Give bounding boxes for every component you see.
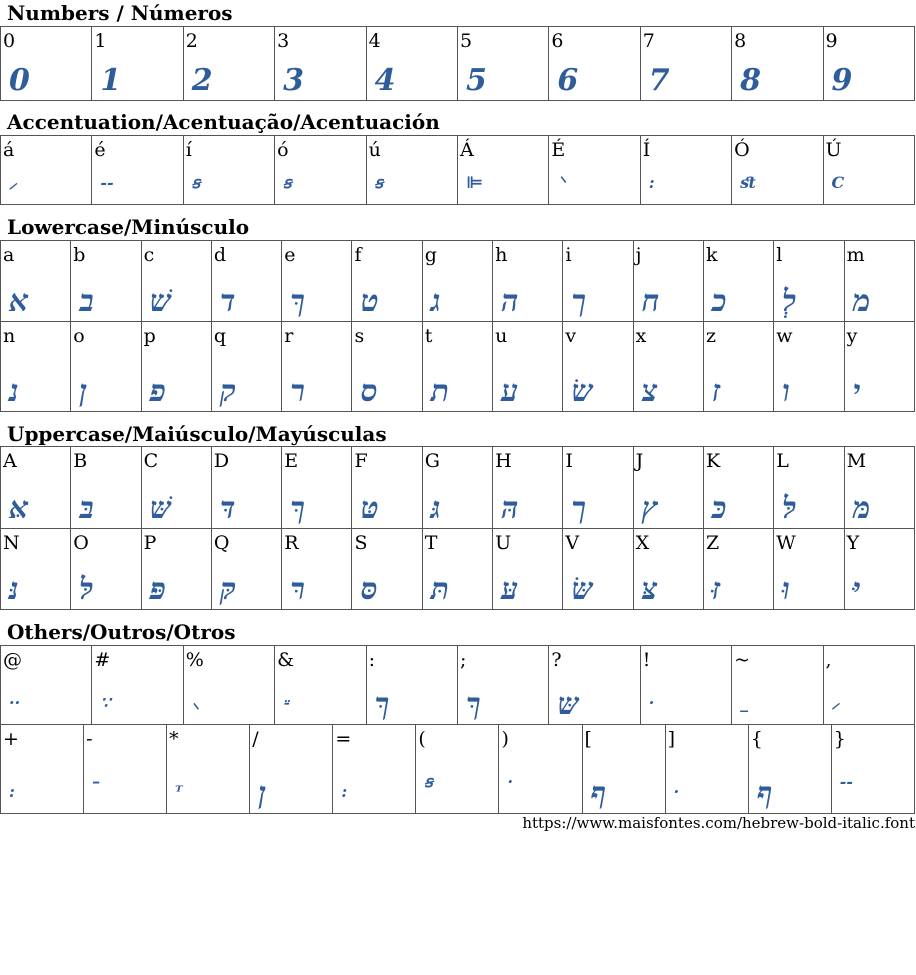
char-label: 5 bbox=[459, 30, 473, 52]
char-cell bbox=[71, 322, 141, 412]
char-cell bbox=[141, 322, 211, 412]
char-cell bbox=[1, 447, 71, 529]
char-cell bbox=[823, 27, 914, 101]
char-glyph: ן bbox=[79, 374, 87, 409]
char-label: b bbox=[73, 244, 86, 266]
char-cell bbox=[774, 322, 844, 412]
char-label: n bbox=[3, 325, 16, 347]
char-cell bbox=[774, 241, 844, 322]
char-glyph: כּ bbox=[711, 491, 727, 526]
char-label: 8 bbox=[734, 30, 747, 52]
char-cell bbox=[633, 529, 703, 610]
char-label: K bbox=[705, 450, 721, 472]
char-glyph: ג bbox=[430, 284, 441, 319]
char-cell bbox=[333, 725, 416, 814]
char-cell bbox=[141, 529, 211, 610]
char-label: Í bbox=[642, 139, 651, 161]
char-cell bbox=[457, 646, 548, 725]
char-glyph: מ bbox=[852, 284, 871, 319]
char-glyph: ט bbox=[360, 284, 379, 319]
char-glyph: תּ bbox=[430, 572, 450, 607]
char-cell bbox=[275, 646, 366, 725]
char-glyph: גּ bbox=[430, 491, 441, 526]
char-label: * bbox=[169, 728, 179, 750]
char-label: N bbox=[3, 532, 20, 554]
char-cell bbox=[366, 27, 457, 101]
char-cell bbox=[71, 529, 141, 610]
char-label: i bbox=[565, 244, 572, 266]
char-cell bbox=[422, 241, 492, 322]
char-glyph: · bbox=[648, 693, 655, 712]
char-label: 3 bbox=[277, 30, 290, 52]
char-label: q bbox=[213, 325, 227, 347]
char-glyph: : bbox=[341, 782, 348, 801]
char-cell bbox=[493, 529, 563, 610]
char-glyph: 6 bbox=[557, 63, 579, 98]
char-cell bbox=[352, 529, 422, 610]
char-glyph: : bbox=[9, 782, 15, 801]
char-cell bbox=[563, 447, 633, 529]
char-cell bbox=[167, 725, 250, 814]
char-label: O bbox=[73, 532, 89, 554]
char-glyph: · bbox=[507, 772, 514, 791]
char-cell bbox=[92, 646, 183, 725]
char-label: l bbox=[776, 244, 783, 266]
char-label: ú bbox=[368, 139, 381, 161]
char-glyph: _ bbox=[740, 693, 749, 712]
char-label: p bbox=[143, 325, 156, 347]
char-glyph: ה bbox=[501, 284, 519, 319]
char-label: Q bbox=[213, 532, 230, 554]
char-glyph: ךּ bbox=[290, 284, 305, 319]
char-glyph: כ bbox=[711, 284, 727, 319]
uppercase-grid bbox=[0, 446, 915, 610]
char-glyph: רּ bbox=[290, 572, 305, 607]
char-cell bbox=[352, 322, 422, 412]
char-cell bbox=[732, 27, 823, 101]
char-cell bbox=[844, 322, 914, 412]
char-cell bbox=[549, 27, 640, 101]
char-cell bbox=[831, 725, 914, 814]
char-glyph: ד bbox=[219, 284, 236, 319]
char-glyph: צ bbox=[641, 374, 658, 409]
char-cell bbox=[282, 529, 352, 610]
char-label: Y bbox=[846, 532, 860, 554]
char-glyph: 5 bbox=[465, 63, 487, 98]
char-label: M bbox=[846, 450, 867, 472]
char-cell bbox=[183, 27, 274, 101]
char-glyph: ס bbox=[360, 374, 378, 409]
char-glyph: סּ bbox=[360, 572, 378, 607]
char-cell bbox=[352, 447, 422, 529]
source-url-link[interactable]: https://www.maisfontes.com/hebrew-bold-italic.font bbox=[522, 814, 915, 832]
char-cell bbox=[366, 136, 457, 205]
char-cell bbox=[141, 241, 211, 322]
char-glyph: 7 bbox=[648, 63, 670, 98]
char-label: f bbox=[354, 244, 362, 266]
char-label: 7 bbox=[642, 30, 655, 52]
char-glyph: וּ bbox=[782, 572, 790, 607]
char-glyph: ךּ bbox=[374, 687, 390, 722]
char-glyph: ⸚ bbox=[283, 693, 289, 712]
char-glyph: בּ bbox=[79, 491, 94, 526]
char-glyph: ז bbox=[711, 374, 721, 409]
char-label: o bbox=[73, 325, 85, 347]
char-label: E bbox=[284, 450, 299, 472]
char-label: A bbox=[3, 450, 17, 472]
char-glyph: טּ bbox=[360, 491, 379, 526]
lowercase-grid bbox=[0, 240, 915, 412]
char-cell bbox=[703, 529, 773, 610]
char-glyph: 3 bbox=[283, 63, 305, 98]
char-label: & bbox=[277, 649, 295, 671]
char-cell bbox=[823, 136, 914, 205]
char-label: 9 bbox=[825, 30, 838, 52]
char-label: P bbox=[143, 532, 157, 554]
others-grid-row-2 bbox=[0, 724, 915, 814]
char-glyph: ﬆ bbox=[740, 173, 756, 192]
char-glyph: ⸝ bbox=[831, 693, 840, 712]
char-cell bbox=[1, 725, 84, 814]
char-cell bbox=[582, 725, 665, 814]
char-cell bbox=[732, 646, 823, 725]
char-cell bbox=[211, 447, 281, 529]
char-cell bbox=[563, 322, 633, 412]
section-title-lowercase: Lowercase/Minúsculo bbox=[7, 215, 250, 239]
char-label: É bbox=[551, 139, 566, 161]
char-glyph: ף bbox=[590, 776, 607, 811]
char-cell bbox=[665, 725, 748, 814]
char-cell bbox=[493, 447, 563, 529]
char-glyph: 1 bbox=[100, 63, 122, 98]
char-glyph: שׂ bbox=[571, 374, 593, 409]
char-glyph: י bbox=[852, 374, 861, 409]
char-label: T bbox=[424, 532, 438, 554]
section-title-numbers: Numbers / Números bbox=[7, 1, 233, 25]
char-cell bbox=[71, 241, 141, 322]
char-label: c bbox=[143, 244, 155, 266]
char-label: [ bbox=[584, 728, 592, 750]
char-cell bbox=[774, 447, 844, 529]
char-cell bbox=[844, 529, 914, 610]
char-label: s bbox=[354, 325, 365, 347]
char-label: L bbox=[776, 450, 789, 472]
char-label: d bbox=[213, 244, 227, 266]
char-glyph: ⸜ bbox=[191, 693, 200, 712]
char-glyph: ף bbox=[756, 776, 773, 811]
char-cell bbox=[633, 241, 703, 322]
char-label: ! bbox=[642, 649, 651, 671]
char-glyph: ץ bbox=[641, 491, 658, 526]
char-cell bbox=[457, 27, 548, 101]
char-glyph: לְ bbox=[782, 284, 797, 319]
char-label: 0 bbox=[3, 30, 16, 52]
char-cell bbox=[422, 322, 492, 412]
char-glyph: ר bbox=[290, 374, 305, 409]
char-glyph: עּ bbox=[501, 572, 519, 607]
char-cell bbox=[774, 529, 844, 610]
char-glyph: ꞩ bbox=[374, 173, 383, 192]
char-glyph: – bbox=[92, 772, 101, 791]
char-label: y bbox=[846, 325, 858, 347]
char-cell bbox=[1, 136, 92, 205]
char-label: h bbox=[495, 244, 508, 266]
char-glyph: 2 bbox=[191, 63, 213, 98]
char-cell bbox=[844, 447, 914, 529]
char-cell bbox=[366, 646, 457, 725]
char-cell bbox=[457, 136, 548, 205]
char-label: , bbox=[825, 649, 832, 671]
char-label: e bbox=[284, 244, 296, 266]
section-title-accentuation: Accentuation/Acentuação/Acentuación bbox=[7, 110, 440, 134]
char-glyph: קּ bbox=[219, 572, 236, 607]
char-glyph: נ bbox=[9, 374, 19, 409]
char-cell bbox=[1, 646, 92, 725]
char-label: U bbox=[495, 532, 512, 554]
char-cell bbox=[703, 241, 773, 322]
section-title-others: Others/Outros/Otros bbox=[7, 620, 236, 644]
char-label: R bbox=[284, 532, 299, 554]
char-label: J bbox=[635, 450, 644, 472]
char-label: I bbox=[565, 450, 573, 472]
char-glyph: ꞩ bbox=[424, 772, 433, 791]
char-cell bbox=[563, 529, 633, 610]
others-grid bbox=[0, 645, 915, 725]
char-cell bbox=[416, 725, 499, 814]
char-glyph: נּ bbox=[9, 572, 19, 607]
char-glyph: ע bbox=[501, 374, 519, 409]
char-label: v bbox=[565, 325, 577, 347]
char-label: } bbox=[833, 728, 846, 750]
char-label: 2 bbox=[185, 30, 198, 52]
char-label: Ú bbox=[825, 139, 842, 161]
char-cell bbox=[275, 27, 366, 101]
char-label: V bbox=[565, 532, 580, 554]
char-glyph: ⊫ bbox=[465, 173, 484, 192]
char-cell bbox=[1, 27, 92, 101]
char-label: X bbox=[635, 532, 650, 554]
char-cell bbox=[844, 241, 914, 322]
accentuation-grid bbox=[0, 135, 915, 205]
char-label: k bbox=[705, 244, 718, 266]
char-label: u bbox=[495, 325, 508, 347]
char-cell bbox=[282, 322, 352, 412]
char-label: 4 bbox=[368, 30, 381, 52]
char-cell bbox=[71, 447, 141, 529]
char-label: x bbox=[635, 325, 647, 347]
char-glyph: ךּ bbox=[290, 491, 305, 526]
char-cell bbox=[1, 322, 71, 412]
char-glyph: לּ bbox=[782, 491, 797, 526]
char-label: w bbox=[776, 325, 793, 347]
char-label: í bbox=[185, 139, 192, 161]
char-glyph: שׁ bbox=[149, 284, 171, 319]
char-label: á bbox=[3, 139, 15, 161]
char-glyph: יּ bbox=[852, 572, 861, 607]
char-glyph: ∵ bbox=[100, 693, 111, 712]
char-label: Z bbox=[705, 532, 720, 554]
char-label: z bbox=[705, 325, 716, 347]
char-glyph: שּׂ bbox=[571, 572, 593, 607]
char-label: C bbox=[143, 450, 159, 472]
char-cell bbox=[92, 136, 183, 205]
char-glyph: לּ bbox=[79, 572, 94, 607]
char-label: = bbox=[335, 728, 352, 750]
char-cell bbox=[183, 646, 274, 725]
char-glyph: 4 bbox=[374, 63, 396, 98]
char-cell bbox=[640, 646, 731, 725]
char-label: Ó bbox=[734, 139, 750, 161]
char-label: ] bbox=[667, 728, 676, 750]
char-cell bbox=[211, 529, 281, 610]
char-cell bbox=[1, 241, 71, 322]
char-cell bbox=[703, 447, 773, 529]
char-cell bbox=[183, 136, 274, 205]
char-glyph: Ⅽ bbox=[831, 173, 845, 192]
char-cell bbox=[1, 529, 71, 610]
char-cell bbox=[703, 322, 773, 412]
char-cell bbox=[640, 27, 731, 101]
char-glyph: פּ bbox=[149, 572, 166, 607]
char-label: Á bbox=[459, 139, 474, 161]
char-label: 1 bbox=[94, 30, 107, 52]
numbers-grid bbox=[0, 26, 915, 101]
char-glyph: ו bbox=[782, 374, 790, 409]
char-glyph: ᵀ bbox=[175, 782, 183, 801]
char-label: t bbox=[424, 325, 433, 347]
char-label: - bbox=[86, 728, 93, 750]
char-label: B bbox=[73, 450, 88, 472]
char-cell bbox=[748, 725, 831, 814]
char-label: é bbox=[94, 139, 106, 161]
char-glyph: 8 bbox=[740, 63, 761, 98]
char-label: ? bbox=[551, 649, 562, 671]
char-glyph: ךּ bbox=[465, 687, 481, 722]
char-label: g bbox=[424, 244, 437, 266]
char-label: ó bbox=[277, 139, 289, 161]
char-cell bbox=[211, 322, 281, 412]
char-label: ; bbox=[459, 649, 467, 671]
char-glyph: דּ bbox=[219, 491, 236, 526]
char-cell bbox=[493, 241, 563, 322]
char-cell bbox=[422, 529, 492, 610]
char-glyph: א bbox=[9, 284, 29, 319]
char-cell bbox=[633, 322, 703, 412]
char-glyph: ꞩ bbox=[191, 173, 201, 192]
char-glyph: : bbox=[648, 173, 655, 192]
char-glyph: 0 bbox=[9, 63, 30, 98]
char-cell bbox=[282, 241, 352, 322]
char-label: ~ bbox=[734, 649, 751, 671]
char-glyph: אּ bbox=[9, 491, 29, 526]
char-label: H bbox=[495, 450, 512, 472]
char-label: ( bbox=[418, 728, 426, 750]
char-cell bbox=[633, 447, 703, 529]
char-cell bbox=[211, 241, 281, 322]
char-cell bbox=[563, 241, 633, 322]
char-glyph: הּ bbox=[501, 491, 519, 526]
char-glyph: -- bbox=[839, 772, 854, 791]
char-cell bbox=[282, 447, 352, 529]
char-label: G bbox=[424, 450, 440, 472]
char-cell bbox=[549, 136, 640, 205]
char-glyph: ·· bbox=[9, 693, 21, 712]
char-label: % bbox=[185, 649, 204, 671]
char-cell bbox=[640, 136, 731, 205]
char-label: 6 bbox=[551, 30, 564, 52]
char-cell bbox=[732, 136, 823, 205]
section-title-uppercase: Uppercase/Maiúsculo/Mayúsculas bbox=[7, 422, 387, 446]
char-glyph: מּ bbox=[852, 491, 871, 526]
char-cell bbox=[823, 646, 914, 725]
char-glyph: ב bbox=[79, 284, 94, 319]
char-label: F bbox=[354, 450, 368, 472]
char-glyph: ⸝ bbox=[9, 173, 18, 192]
char-cell bbox=[250, 725, 333, 814]
char-glyph: צּ bbox=[641, 572, 658, 607]
char-glyph: פ bbox=[149, 374, 166, 409]
char-cell bbox=[275, 136, 366, 205]
char-glyph: שּ bbox=[557, 687, 579, 722]
char-glyph: -- bbox=[100, 173, 114, 192]
char-label: : bbox=[368, 649, 375, 671]
char-glyph: · bbox=[673, 782, 680, 801]
char-glyph: ך bbox=[571, 491, 587, 526]
char-label: D bbox=[213, 450, 230, 472]
char-glyph: ק bbox=[219, 374, 236, 409]
char-cell bbox=[84, 725, 167, 814]
char-cell bbox=[493, 322, 563, 412]
char-glyph: ן bbox=[258, 776, 266, 811]
char-label: S bbox=[354, 532, 368, 554]
char-cell bbox=[422, 447, 492, 529]
char-glyph: ך bbox=[571, 284, 587, 319]
char-glyph: ת bbox=[430, 374, 450, 409]
char-label: W bbox=[776, 532, 796, 554]
char-cell bbox=[352, 241, 422, 322]
char-cell bbox=[499, 725, 582, 814]
char-label: / bbox=[252, 728, 259, 750]
char-glyph: ꞩ bbox=[283, 173, 292, 192]
char-glyph: ⸌ bbox=[557, 173, 566, 192]
char-glyph: זּ bbox=[711, 572, 721, 607]
char-cell bbox=[549, 646, 640, 725]
char-label: + bbox=[3, 728, 19, 750]
char-label: @ bbox=[3, 649, 22, 671]
char-label: a bbox=[3, 244, 15, 266]
char-glyph: ח bbox=[641, 284, 660, 319]
char-label: r bbox=[284, 325, 294, 347]
char-label: { bbox=[750, 728, 763, 750]
char-label: ) bbox=[501, 728, 509, 750]
char-label: m bbox=[846, 244, 865, 266]
char-cell bbox=[141, 447, 211, 529]
char-glyph: שּׁ bbox=[149, 491, 171, 526]
char-glyph: 9 bbox=[831, 63, 853, 98]
char-label: # bbox=[94, 649, 111, 671]
char-label: j bbox=[635, 244, 642, 266]
char-cell bbox=[92, 27, 183, 101]
